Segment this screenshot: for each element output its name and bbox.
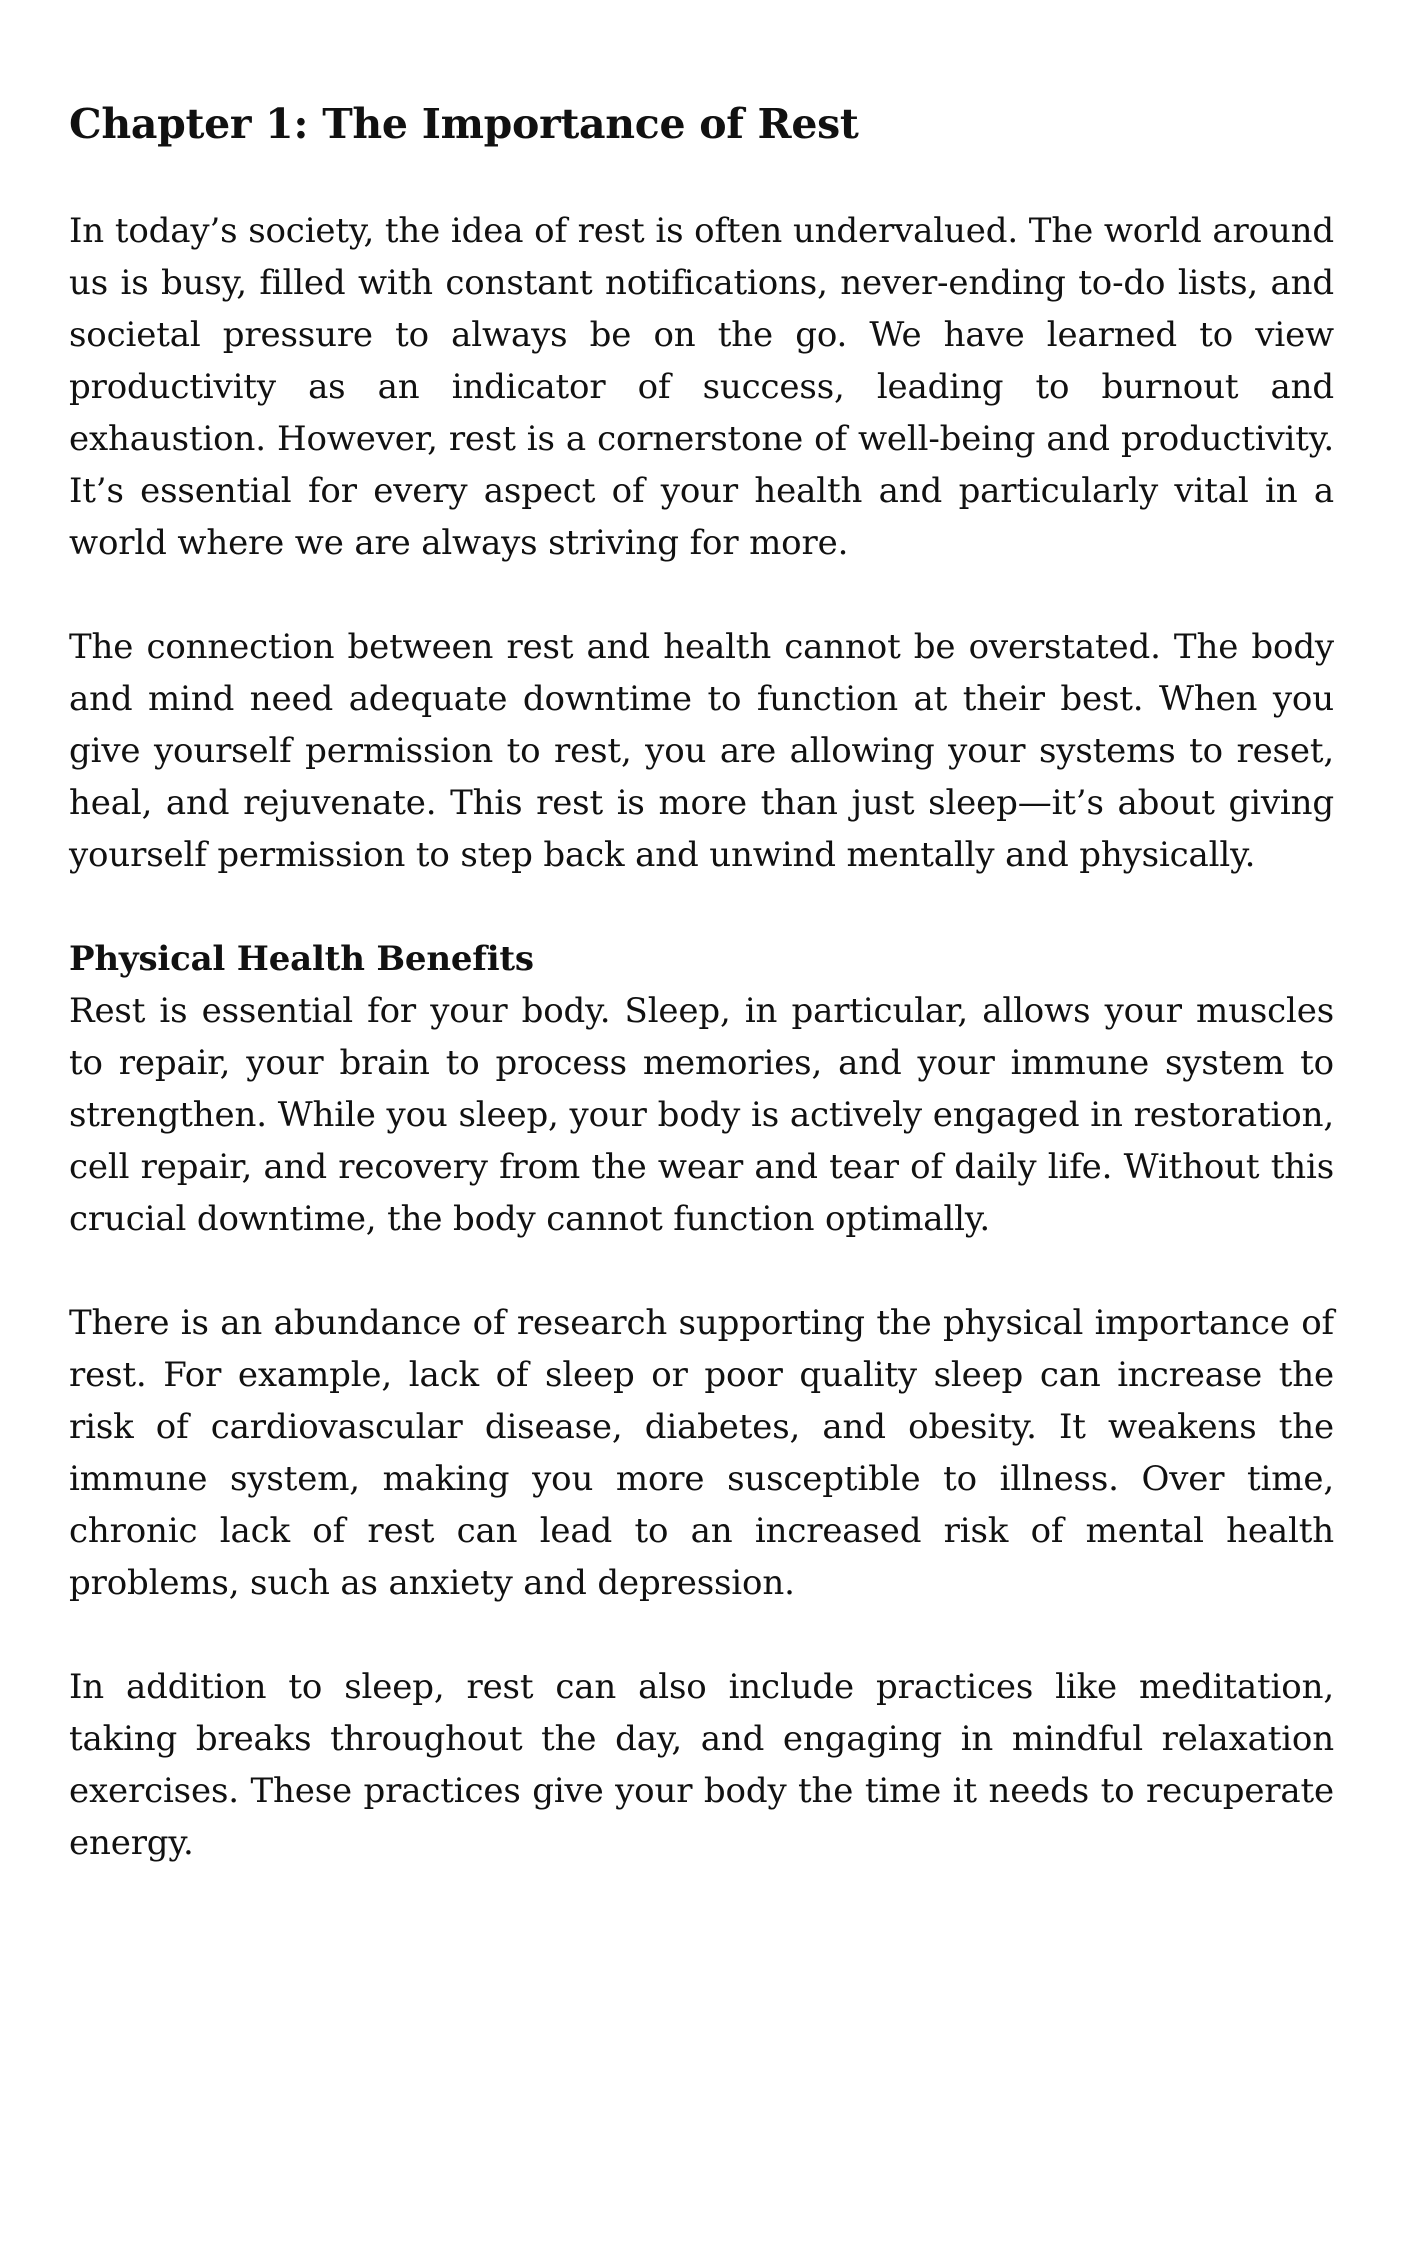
intro-paragraph-2: The connection between rest and health cannot be overstated. The body and mind need adequate downtime to function at their best. When you give yourself permission to rest, you are allowing your systems to reset, heal, and rejuvenate. This rest is more than just sleep—it’s about giving yourself permission to step back and unwind mentally and physically. bbox=[69, 627, 1334, 876]
section-paragraph-3: In addition to sleep, rest can also include practices like meditation, taking breaks throughout the day, and engaging in mindful relaxation exercises. These practices give your body the time it needs to recuperate energy. bbox=[69, 1667, 1334, 1864]
section-heading-physical-health-benefits: Physical Health Benefits bbox=[69, 939, 534, 980]
section-paragraph-1: Rest is essential for your body. Sleep, in particular, allows your muscles to repair, your brain to process memories, and your immune system to strengthen. While you sleep, your body is actively engaged in restoration, cell repair, and recovery from the wear and tear of daily life. Without this crucial downtime, the body cannot function optimally. bbox=[69, 991, 1334, 1240]
chapter-title: Chapter 1: The Importance of Rest bbox=[69, 100, 859, 148]
intro-paragraph-1: In today’s society, the idea of rest is often undervalued. The world around us is busy, filled with constant notifications, never-ending to-do lists, and societal pressure to always be on the go. We have learned to view productivity as an indicator of success, leading to burnout and exhaustion. However, rest is a cornerstone of well-being and productivity. It’s essential for every aspect of your health and particularly vital in a world where we are always striving for more. bbox=[69, 211, 1334, 564]
section-paragraph-2: There is an abundance of research supporting the physical importance of rest. For example, lack of sleep or poor quality sleep can increase the risk of cardiovascular disease, diabetes, and obesity. It weakens the immune system, making you more susceptible to illness. Over time, chronic lack of rest can lead to an increased risk of mental health problems, such as anxiety and depression. bbox=[69, 1303, 1334, 1604]
document-page bbox=[69, 100, 1334, 1869]
